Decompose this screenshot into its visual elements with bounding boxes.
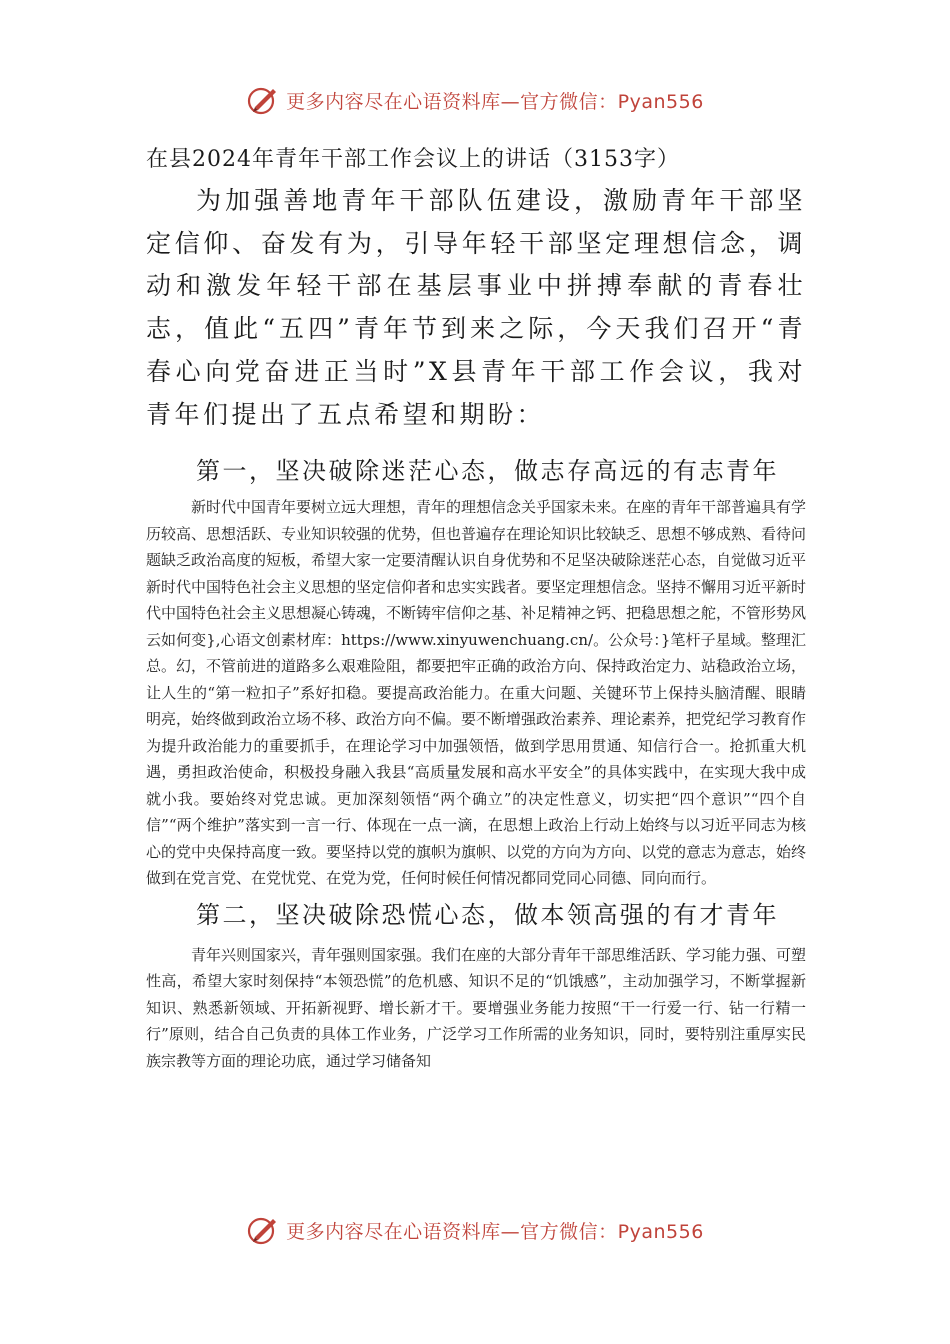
section-1-body: 新时代中国青年要树立远大理想，青年的理想信念关乎国家未来。在座的青年干部普遍具有学历较高、思想活跃、专业知识较强的优势，但也普遍存在理论知识比较缺乏、思想不够成熟、看待问题缺乏政治高度的短板，希望大家一定要清醒认识自身优势和不足坚决破除迷茫心态，自觉做习近平新时代中国特色社会主义思想的坚定信仰者和忠实实践者。要坚定理想信念。坚持不懈用习近平新时代中国特色社会主义思想凝心铸魂，不断铸牢信仰之基、补足精神之钙、把稳思想之舵，不管形势风云如何变},心语文创素材库：https://www.xinyuwenchuang.cn/。公众号：}笔杆子星域。整理汇总。幻，不管前进的道路多么艰难险阻，都要把牢正确的政治方向、保持政治定力、站稳政治立场，让人生的“第一粒扣子”系好扣稳。要提高政治能力。在重大问题、关键环节上保持头脑清醒、眼睛明亮，始终做到政治立场不移、政治方向不偏。要不断增强政治素养、理论素养，把党纪学习教育作为提升政治能力的重要抓手，在理论学习中加强领悟，做到学思用贯通、知信行合一。抢抓重大机遇，勇担政治使命，积极投身融入我县“高质量发展和高水平安全”的具体实践中，在实现大我中成就小我。要始终对党忠诚。更加深刻领悟“两个确立”的决定性意义，切实把“四个意识”“四个自信”“两个维护”落实到一言一行、体现在一点一滴，在思想上政治上行动上始终与以习近平同志为核心的党中央保持高度一致。要坚持以党的旗帜为旗帜、以党的方向为方向、以党的意志为意志，始终做到在党言党、在党忧党、在党为党，任何时候任何情况都同党同心同德、同向而行。 [146, 498, 807, 888]
pen-logo-icon [246, 1213, 280, 1247]
banner-text: 更多内容尽在心语资料库—官方微信：Pyan556 [286, 1220, 704, 1243]
document-title: 在县2024年青年干部工作会议上的讲话（3153字） [146, 147, 680, 172]
document-page [146, 140, 806, 1074]
intro-paragraph: 为加强善地青年干部队伍建设，激励青年干部坚定信仰、奋发有为，引导年轻干部坚定理想信念，调动和激发年轻干部在基层事业中拼搏奉献的青春壮志，值此“五四”青年节到来之际，今天我们召开“青春心向党奋进正当时”X县青年干部工作会议，我对青年们提出了五点希望和期盼： [146, 186, 806, 429]
bottom-banner [0, 1210, 950, 1250]
pen-logo-icon [246, 83, 280, 117]
banner-text: 更多内容尽在心语资料库—官方微信：Pyan556 [286, 90, 704, 113]
section-2-body: 青年兴则国家兴，青年强则国家强。我们在座的大部分青年干部思维活跃、学习能力强、可塑性高，希望大家时刻保持“本领恐慌”的危机感、知识不足的“饥饿感”，主动加强学习，不断掌握新知识、熟悉新领域、开拓新视野、增长新才干。要增强业务能力按照“干一行爱一行、钻一行精一行”原则，结合自己负责的具体工作业务，广泛学习工作所需的业务知识，同时，要特别注重厚实民族宗教等方面的理论功底，通过学习储备知 [146, 945, 807, 1070]
section-2-heading: 第二，坚决破除恐慌心态，做本领高强的有才青年 [196, 900, 779, 929]
top-banner [0, 80, 950, 120]
section-1-heading: 第一，坚决破除迷茫心态，做志存高远的有志青年 [196, 457, 779, 486]
